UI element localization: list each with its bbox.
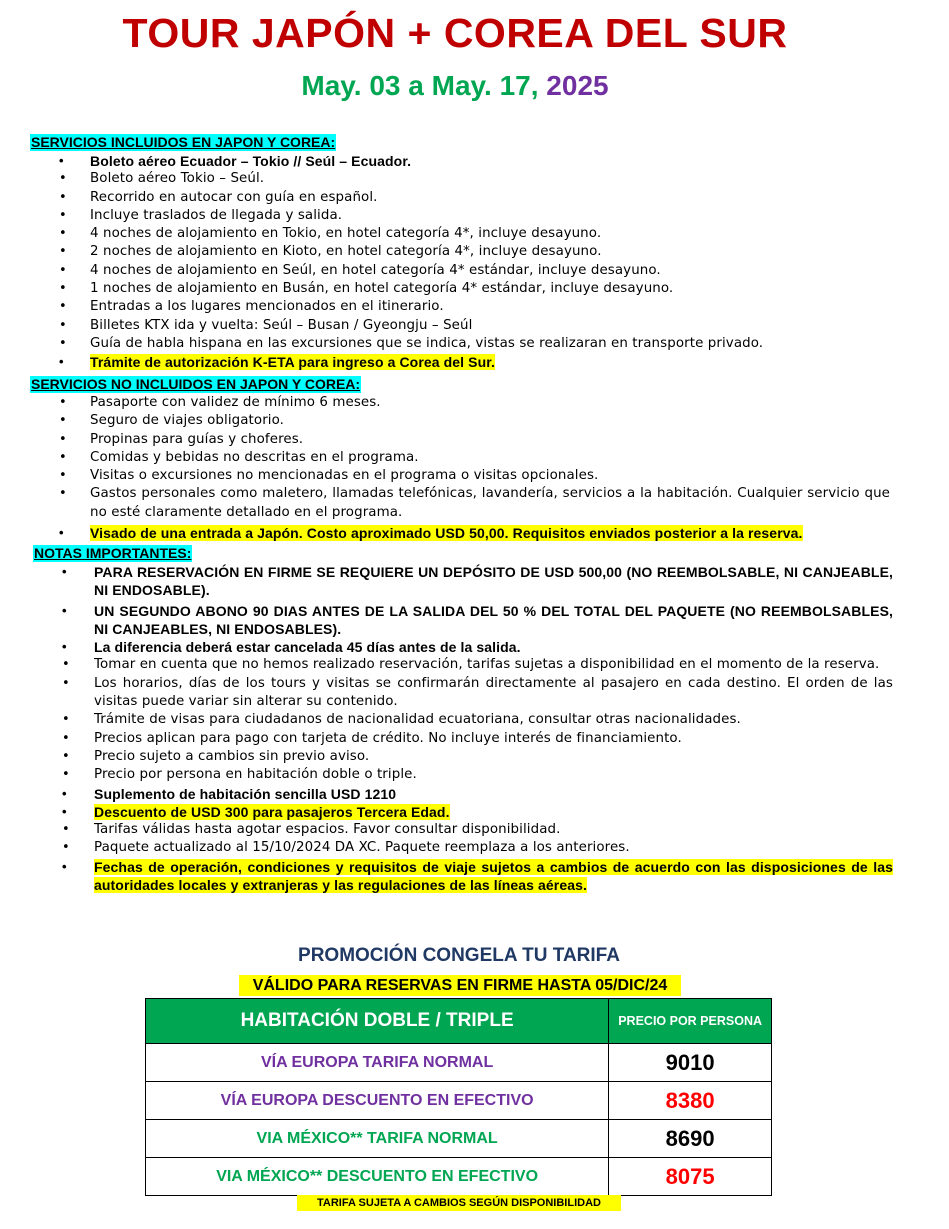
option-cell: VÍA EUROPA DESCUENTO EN EFECTIVO — [146, 1082, 609, 1120]
price-table — [145, 998, 772, 1196]
list-item: • Los horarios, días de los tours y visitas se confirmarán directamente al pasajero en cada destino. El orden de las visitas puede variar sin alterar su contenido. — [33, 675, 893, 712]
dates-range: May. 03 a May. 17, — [301, 70, 547, 101]
list-item: • La diferencia deberá estar cancelada 45 días antes de la salida. — [33, 638, 893, 656]
list-item-highlight: • Trámite de autorización K-ETA para ingreso a Corea del Sur. — [30, 353, 890, 371]
list-item: • Precios aplican para pago con tarjeta de crédito. No incluye interés de financiamiento. — [33, 730, 893, 748]
list-item: • Boleto aéreo Tokio – Seúl. — [30, 170, 890, 188]
table-header-row — [146, 999, 772, 1044]
included-list — [30, 152, 890, 372]
list-item: • Visitas o excursiones no mencionadas en el programa o visitas opcionales. — [30, 467, 890, 485]
option-cell: VÍA EUROPA TARIFA NORMAL — [146, 1044, 609, 1082]
included-heading: SERVICIOS INCLUIDOS EN JAPON Y COREA: — [31, 134, 336, 150]
promo-title: PROMOCIÓN CONGELA TU TARIFA — [298, 945, 620, 966]
list-item-highlight: • Visado de una entrada a Japón. Costo aproximado USD 50,00. Requisitos enviados posterior a la reserva. — [30, 524, 890, 542]
list-item: • Precio por persona en habitación doble o triple. — [33, 766, 893, 784]
table-row — [146, 1044, 772, 1082]
list-item: • Pasaporte con validez de mínimo 6 meses. — [30, 394, 890, 412]
list-item: • Entradas a los lugares mencionados en el itinerario. — [30, 298, 890, 316]
table-row — [146, 1158, 772, 1196]
list-item: • Billetes KTX ida y vuelta: Seúl – Busan / Gyeongju – Seúl — [30, 317, 890, 335]
list-item: • Comidas y bebidas no descritas en el programa. — [30, 449, 890, 467]
list-item: • Gastos personales como maletero, llamadas telefónicas, lavandería, servicios a la habitación. Cualquier servicio que no esté claramente detallado en el programa. — [30, 485, 890, 522]
list-item: • Suplemento de habitación sencilla USD 1210 — [33, 785, 893, 803]
list-item: • Seguro de viajes obligatorio. — [30, 412, 890, 430]
list-item: • 4 noches de alojamiento en Tokio, en hotel categoría 4*, incluye desayuno. — [30, 225, 890, 243]
tariff-footer-note: TARIFA SUJETA A CAMBIOS SEGÚN DISPONIBILIDAD — [297, 1195, 621, 1211]
price-cell: 8690 — [609, 1120, 772, 1158]
list-item: • 2 noches de alojamiento en Kioto, en hotel categoría 4*, incluye desayuno. — [30, 243, 890, 261]
notes-list — [33, 563, 893, 894]
price-cell: 9010 — [609, 1044, 772, 1082]
option-cell: VIA MÉXICO** TARIFA NORMAL — [146, 1120, 609, 1158]
not-included-heading: SERVICIOS NO INCLUIDOS EN JAPON Y COREA: — [31, 376, 361, 392]
list-item: • 4 noches de alojamiento en Seúl, en hotel categoría 4* estándar, incluye desayuno. — [30, 262, 890, 280]
col-price-header: PRECIO POR PERSONA — [609, 999, 772, 1044]
notes-heading: NOTAS IMPORTANTES: — [34, 545, 192, 561]
list-item: • Precio sujeto a cambios sin previo aviso. — [33, 748, 893, 766]
list-item-highlight: • Descuento de USD 300 para pasajeros Tercera Edad. — [33, 803, 893, 821]
tour-title: TOUR JAPÓN + COREA DEL SUR — [122, 10, 788, 56]
option-cell: VIA MÉXICO** DESCUENTO EN EFECTIVO — [146, 1158, 609, 1196]
list-item: • Incluye traslados de llegada y salida. — [30, 207, 890, 225]
list-item: • Tomar en cuenta que no hemos realizado reservación, tarifas sujetas a disponibilidad en el momento de la reserva. — [33, 656, 893, 674]
list-item: • PARA RESERVACIÓN EN FIRME SE REQUIERE UN DEPÓSITO DE USD 500,00 (NO REEMBOLSABLE, NI CANJEABLE, NI ENDOSABLE). — [33, 563, 893, 600]
list-item: • Tarifas válidas hasta agotar espacios. Favor consultar disponibilidad. — [33, 821, 893, 839]
price-cell: 8075 — [609, 1158, 772, 1196]
list-item: • Propinas para guías y choferes. — [30, 431, 890, 449]
list-item: • Guía de habla hispana en las excursiones que se indica, vistas se realizaran en transporte privado. — [30, 335, 890, 353]
list-item: • Trámite de visas para ciudadanos de nacionalidad ecuatoriana, consultar otras nacionalidades. — [33, 711, 893, 729]
list-item: • Recorrido en autocar con guía en español. — [30, 189, 890, 207]
list-item-highlight: • Fechas de operación, condiciones y requisitos de viaje sujetos a cambios de acuerdo con las disposiciones de las autoridades locales y extranjeras y las regulaciones de las líneas aéreas. — [33, 858, 893, 895]
list-item: • Paquete actualizado al 15/10/2024 DA XC. Paquete reemplaza a los anteriores. — [33, 839, 893, 857]
list-item: • 1 noches de alojamiento en Busán, en hotel categoría 4* estándar, incluye desayuno. — [30, 280, 890, 298]
price-cell: 8380 — [609, 1082, 772, 1120]
col-room-header: HABITACIÓN DOBLE / TRIPLE — [146, 999, 609, 1044]
not-included-list — [30, 394, 890, 542]
table-row — [146, 1082, 772, 1120]
list-item: • Boleto aéreo Ecuador – Tokio // Seúl – Ecuador. — [30, 152, 890, 170]
list-item: • UN SEGUNDO ABONO 90 DIAS ANTES DE LA SALIDA DEL 50 % DEL TOTAL DEL PAQUETE (NO REEMBOLSABLES, NI CANJEABLES, NI ENDOSABLES). — [33, 602, 893, 639]
table-row — [146, 1120, 772, 1158]
promo-subtitle: VÁLIDO PARA RESERVAS EN FIRME HASTA 05/DIC/24 — [239, 975, 681, 996]
dates-year: 2025 — [546, 70, 609, 101]
tour-dates — [0, 70, 910, 102]
